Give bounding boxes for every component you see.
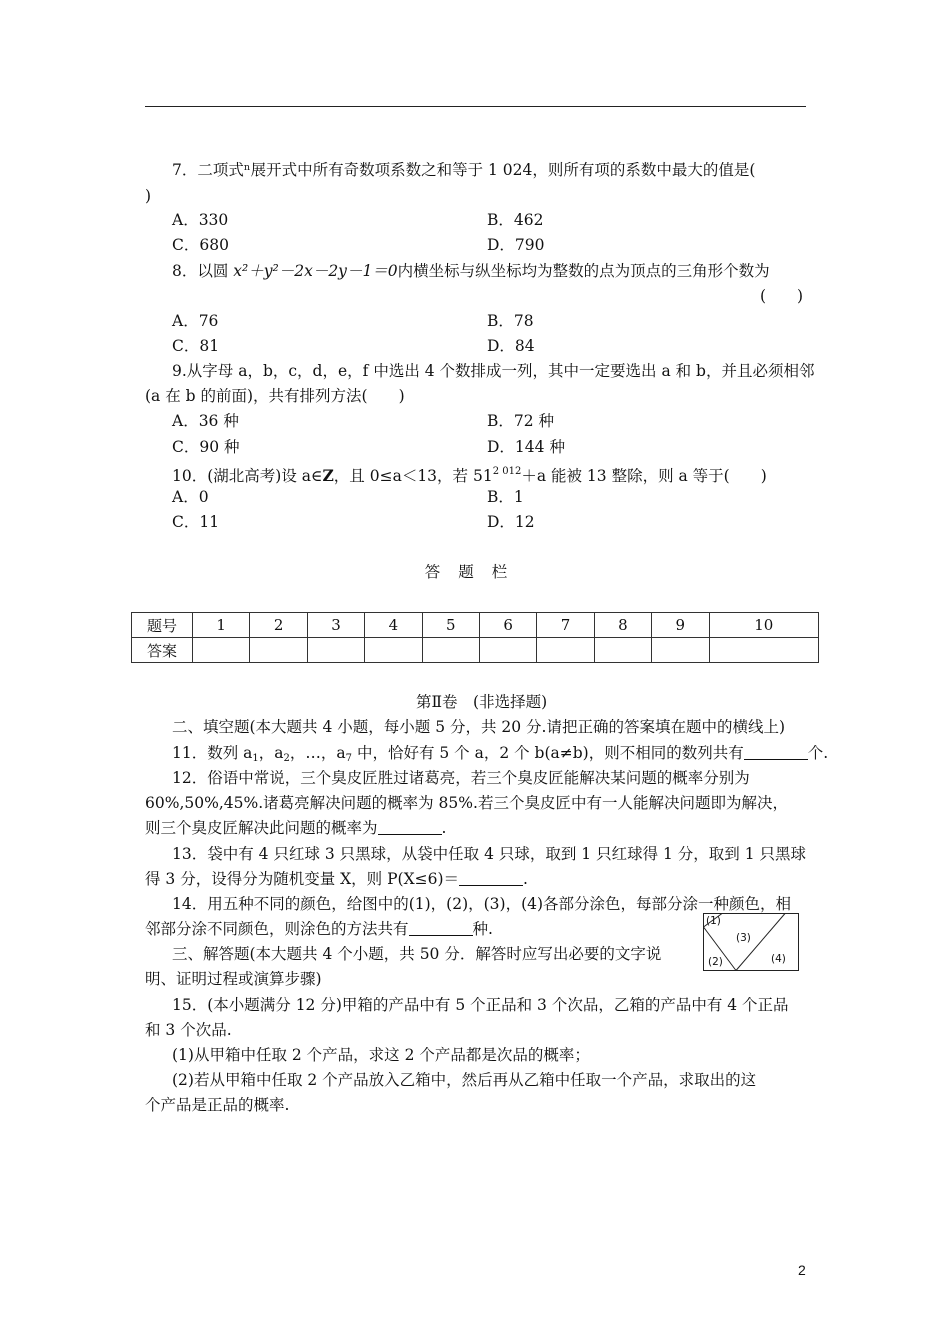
answer-cell[interactable] — [250, 638, 307, 663]
number-cell: 5 — [422, 613, 479, 638]
answer-cell[interactable] — [652, 638, 709, 663]
q15-part2-line1: (2)若从甲箱中任取 2 个产品放入乙箱中，然后再从乙箱中任取一个产品，求取出的这 — [172, 1071, 757, 1089]
q10-option-a: A．0 — [172, 488, 209, 506]
q10-exponent: 2 012 — [492, 466, 522, 477]
answer-cell[interactable] — [365, 638, 422, 663]
q10-stem: 10．(湖北高考)设 a∈Z，且 0≤a＜13，若 $51^{2 012}+a$ 能被 13 整除，则 a 等于( ) — [172, 466, 767, 485]
answer-cell[interactable] — [594, 638, 651, 663]
part2-title: 第Ⅱ卷 (非选择题) — [416, 693, 548, 711]
region-label-4: (4) — [771, 953, 786, 965]
region-label-3: (3) — [736, 932, 751, 944]
q8-equation: x²＋y²－2x－2y－1＝0 — [233, 262, 398, 280]
q10-option-b: B．1 — [487, 488, 524, 506]
q7-option-b: B．462 — [487, 211, 544, 229]
q8-option-d: D．84 — [487, 337, 535, 355]
number-header: 题号 — [132, 613, 193, 638]
q10-integer-set: Z — [322, 466, 334, 485]
q7-option-d: D．790 — [487, 236, 545, 254]
q15-part1: (1)从甲箱中任取 2 个产品，求这 2 个产品都是次品的概率； — [172, 1046, 590, 1064]
q13-line1: 13．袋中有 4 只红球 3 只黑球，从袋中任取 4 只球，取到 1 只红球得 1 分，取到 1 只黑球 — [172, 845, 807, 863]
q13-answer-blank[interactable] — [459, 871, 523, 886]
section3-line2: 明、证明过程或演算步骤) — [145, 970, 322, 988]
number-cell: 2 — [250, 613, 307, 638]
q9-line1: 9.从字母 a，b，c，d，e，f 中选出 4 个数排成一列，其中一定要选出 a 和 b，并且必须相邻 — [172, 362, 815, 380]
q14-line2: 邻部分涂不同颜色，则涂色的方法共有 种. — [145, 920, 493, 938]
q15-line1: 15．(本小题满分 12 分)甲箱的产品中有 5 个正品和 3 个次品，乙箱的产品中有 4 个正品 — [172, 996, 789, 1014]
region-label-1: (1) — [706, 915, 721, 927]
number-cell: 6 — [479, 613, 536, 638]
q10-option-d: D．12 — [487, 513, 535, 531]
coloring-region-figure — [703, 913, 799, 971]
q9-option-a: A．36 种 — [172, 412, 239, 430]
q12-line2: 60%,50%,45%.诸葛亮解决问题的概率为 85%.若三个臭皮匠中有一人能解决问题即为解决， — [145, 794, 788, 812]
number-cell: 7 — [537, 613, 594, 638]
q7-option-c: C．680 — [172, 236, 229, 254]
answer-table — [131, 612, 819, 663]
answer-table-number-row — [132, 613, 819, 638]
q11-stem: 11．数列 $a_1$，$a_2$，…，$a_7$ 中，恰好有 5 个 a，2 个 b(a≠b)，则不相同的数列共有 个. — [172, 744, 829, 764]
region-label-2: (2) — [708, 956, 723, 968]
answer-bar-caption: 答题栏 — [424, 563, 526, 581]
q14-line1: 14．用五种不同的颜色，给图中的(1)，(2)，(3)，(4)各部分涂色，每部分涂一种颜色，相 — [172, 895, 792, 913]
q8-stem: 8．以圆 x²＋y²－2x－2y－1＝0内横坐标与纵坐标均为整数的点为顶点的三角形个数为 — [172, 262, 770, 280]
section2-heading: 二、填空题(本大题共 4 小题，每小题 5 分，共 20 分.请把正确的答案填在题中的横线上) — [172, 718, 786, 736]
answer-cell[interactable] — [422, 638, 479, 663]
answer-cell[interactable] — [307, 638, 364, 663]
q8-answer-bracket: ( ) — [760, 287, 804, 305]
number-cell: 10 — [709, 613, 818, 638]
q10-option-c: C．11 — [172, 513, 220, 531]
number-cell: 4 — [365, 613, 422, 638]
q8-option-a: A．76 — [172, 312, 219, 330]
q7-close-paren: ) — [145, 187, 152, 205]
q9-line2: (a 在 b 的前面)，共有排列方法( ) — [145, 387, 405, 405]
answer-header: 答案 — [132, 638, 193, 663]
q14-answer-blank[interactable] — [409, 921, 473, 936]
q15-part2-line2: 个产品是正品的概率. — [145, 1096, 290, 1114]
answer-cell[interactable] — [537, 638, 594, 663]
q7-option-a: A．330 — [172, 211, 229, 229]
q12-line3: 则三个臭皮匠解决此问题的概率为 . — [145, 819, 447, 837]
answer-cell[interactable] — [709, 638, 818, 663]
q8-option-b: B．78 — [487, 312, 534, 330]
q12-answer-blank[interactable] — [378, 820, 442, 835]
header-rule — [145, 106, 806, 107]
q12-line1: 12．俗语中常说，三个臭皮匠胜过诸葛亮，若三个臭皮匠能解决某问题的概率分别为 — [172, 769, 750, 787]
q11-answer-blank[interactable] — [744, 745, 808, 760]
number-cell: 1 — [193, 613, 250, 638]
number-cell: 3 — [307, 613, 364, 638]
page-number: 2 — [798, 1262, 806, 1278]
answer-table-answer-row — [132, 638, 819, 663]
number-cell: 9 — [652, 613, 709, 638]
q9-option-c: C．90 种 — [172, 438, 240, 456]
q15-line2: 和 3 个次品. — [145, 1021, 232, 1039]
number-cell: 8 — [594, 613, 651, 638]
section3-line1: 三、解答题(本大题共 4 个小题，共 50 分．解答时应写出必要的文字说 — [172, 945, 662, 963]
q7-stem: 7．二项式ⁿ展开式中所有奇数项系数之和等于 1 024，则所有项的系数中最大的值是( — [172, 161, 756, 179]
q8-option-c: C．81 — [172, 337, 220, 355]
answer-cell[interactable] — [193, 638, 250, 663]
answer-cell[interactable] — [479, 638, 536, 663]
q9-option-d: D．144 种 — [487, 438, 565, 456]
q13-line2: 得 3 分，设得分为随机变量 X，则 P(X≤6)＝ . — [145, 870, 528, 888]
q9-option-b: B．72 种 — [487, 412, 555, 430]
